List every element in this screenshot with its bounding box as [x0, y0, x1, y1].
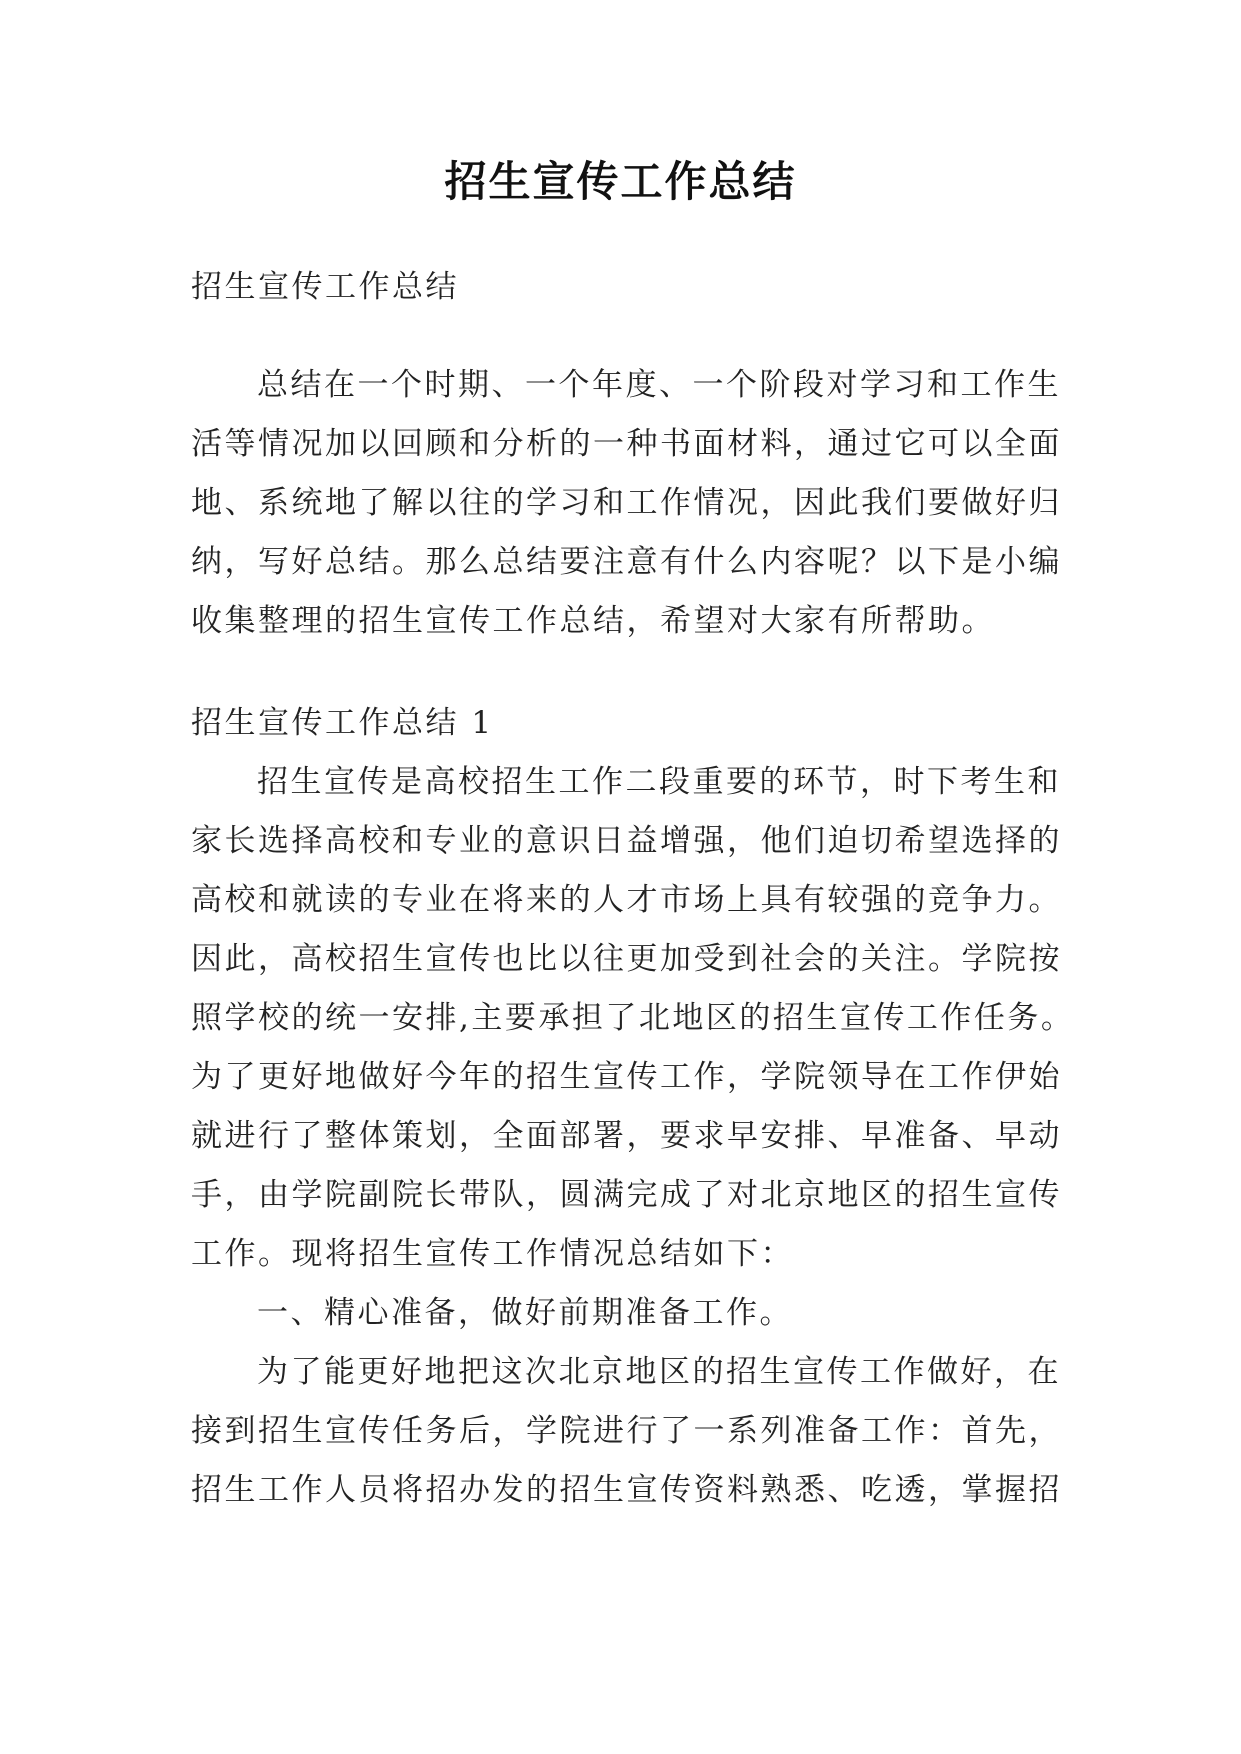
paragraph-line: 招生宣传是高校招生工作二段重要的环节，时下考生和 [257, 764, 1061, 800]
paragraph-line: 活等情况加以回顾和分析的一种书面材料，通过它可以全面 [191, 426, 1062, 462]
document-subtitle [191, 258, 1071, 317]
intro-paragraph [191, 356, 1071, 651]
paragraph-line: 家长选择高校和专业的意识日益增强，他们迫切希望选择的 [191, 823, 1062, 859]
paragraph-line: 高校和就读的专业在将来的人才市场上具有较强的竞争力。 [191, 882, 1062, 918]
paragraph-line: 接到招生宣传任务后，学院进行了一系列准备工作：首先， [191, 1413, 1062, 1449]
paragraph-line: 照学校的统一安排,主要承担了北地区的招生宣传工作任务。 [191, 1000, 1075, 1036]
paragraph-line: 纳，写好总结。那么总结要注意有什么内容呢？以下是小编 [191, 544, 1062, 580]
paragraph-line: 总结在一个时期、一个年度、一个阶段对学习和工作生 [257, 367, 1061, 403]
paragraph-line: 收集整理的招生宣传工作总结，希望对大家有所帮助。 [191, 603, 995, 639]
paragraph-line: 招生工作人员将招办发的招生宣传资料熟悉、吃透，掌握招 [191, 1472, 1062, 1508]
paragraph-line: 工作。现将招生宣传工作情况总结如下： [191, 1236, 794, 1272]
subheading: 一、精心准备，做好前期准备工作。 [257, 1295, 793, 1331]
subtitle-text: 招生宣传工作总结 [191, 269, 459, 305]
section-1 [191, 694, 1075, 1520]
paragraph-line: 为了更好地做好今年的招生宣传工作，学院领导在工作伊始 [191, 1059, 1062, 1095]
section-heading: 招生宣传工作总结 1 [191, 705, 494, 741]
paragraph-line: 为了能更好地把这次北京地区的招生宣传工作做好，在 [257, 1354, 1061, 1390]
paragraph-line: 就进行了整体策划，全面部署，要求早安排、早准备、早动 [191, 1118, 1062, 1154]
document-title: 招生宣传工作总结 [444, 157, 797, 206]
paragraph-line: 地、系统地了解以往的学习和工作情况，因此我们要做好归 [191, 485, 1062, 521]
paragraph-line: 手，由学院副院长带队，圆满完成了对北京地区的招生宣传 [191, 1177, 1062, 1213]
paragraph-line: 因此，高校招生宣传也比以往更加受到社会的关注。学院按 [191, 941, 1062, 977]
